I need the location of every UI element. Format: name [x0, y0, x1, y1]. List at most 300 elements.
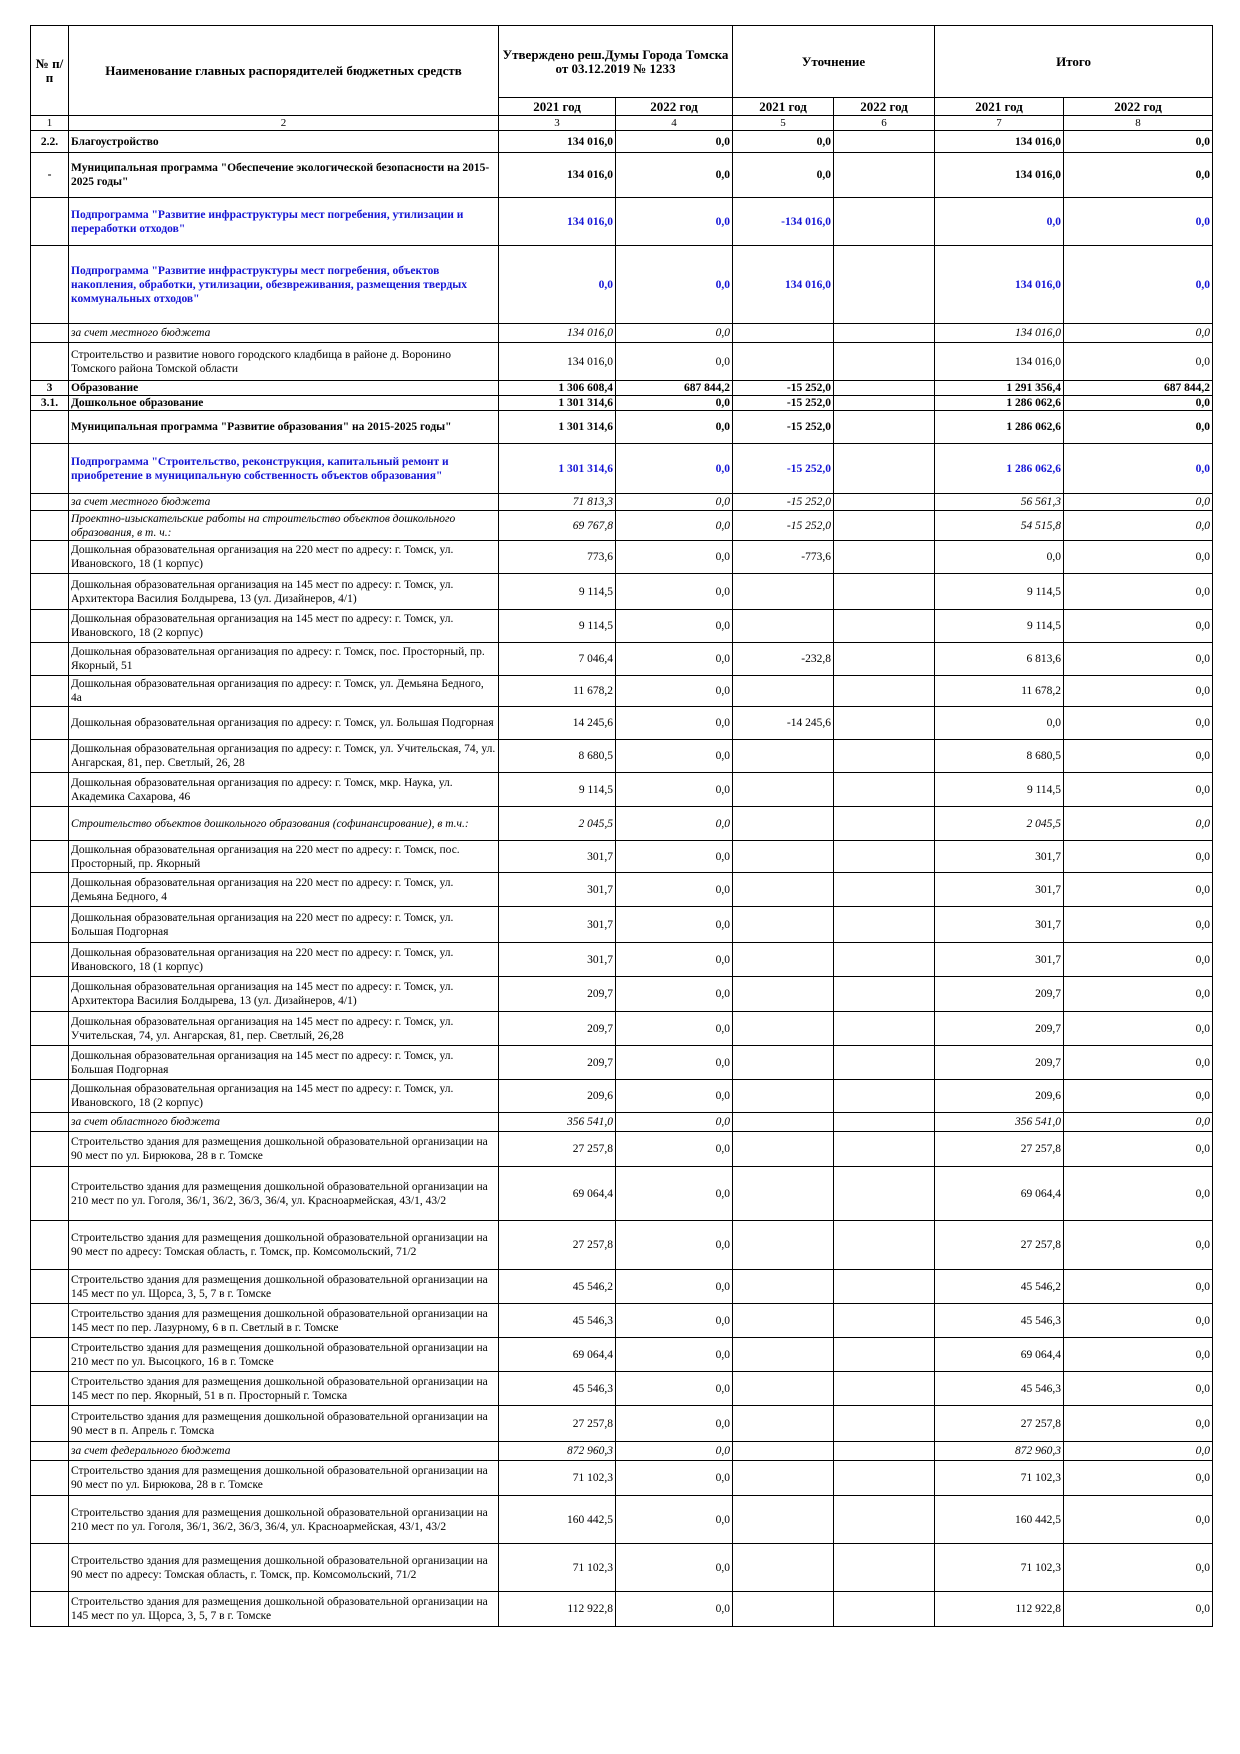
change-2022-cell	[834, 511, 935, 541]
change-2021-cell	[733, 943, 834, 977]
total-2022-cell: 0,0	[1064, 676, 1213, 707]
change-2021-cell	[733, 610, 834, 643]
total-2021-cell: 209,6	[935, 1080, 1064, 1113]
approved-2021-cell: 134 016,0	[499, 153, 616, 198]
change-2022-cell	[834, 707, 935, 740]
col-number: 8	[1064, 116, 1213, 131]
table-row	[31, 1304, 1213, 1338]
approved-2022-cell: 0,0	[616, 511, 733, 541]
change-2022-cell	[834, 1406, 935, 1442]
row-name: Дошкольная образовательная организация на 220 мест по адресу: г. Томск, ул. Большая Подгорная	[69, 907, 499, 943]
change-2021-cell	[733, 1406, 834, 1442]
change-2021-cell	[733, 773, 834, 807]
change-2022-cell	[834, 131, 935, 153]
table-row	[31, 676, 1213, 707]
change-2022-cell	[834, 411, 935, 444]
row-number	[31, 977, 69, 1012]
change-2022-cell	[834, 153, 935, 198]
total-2021-cell: 209,7	[935, 1046, 1064, 1080]
row-number	[31, 1496, 69, 1544]
row-number	[31, 740, 69, 773]
row-name: Строительство здания для размещения дошкольной образовательной организации на 210 мест по ул. Высоцкого, 16 в г. Томске	[69, 1338, 499, 1372]
table-row	[31, 943, 1213, 977]
row-name: Дошкольная образовательная организация на 220 мест по адресу: г. Томск, ул. Демьяна Бедного, 4	[69, 873, 499, 907]
total-2021-cell: 45 546,2	[935, 1270, 1064, 1304]
total-2022-cell: 0,0	[1064, 343, 1213, 381]
total-2021-cell: 54 515,8	[935, 511, 1064, 541]
total-2021-cell: 11 678,2	[935, 676, 1064, 707]
total-2021-cell: 6 813,6	[935, 643, 1064, 676]
budget-table	[30, 25, 1213, 1627]
row-name: Дошкольная образовательная организация по адресу: г. Томск, ул. Учительская, 74, ул. Ангарская, 81, пер. Светлый, 26, 28	[69, 740, 499, 773]
approved-2021-cell: 9 114,5	[499, 610, 616, 643]
total-2022-cell: 0,0	[1064, 807, 1213, 841]
change-2022-cell	[834, 1132, 935, 1167]
row-name: за счет областного бюджета	[69, 1113, 499, 1132]
approved-2021-cell: 301,7	[499, 873, 616, 907]
approved-2022-cell: 0,0	[616, 740, 733, 773]
total-2021-cell: 0,0	[935, 707, 1064, 740]
year-header: 2022 год	[616, 98, 733, 116]
approved-2021-cell: 14 245,6	[499, 707, 616, 740]
approved-2022-cell: 0,0	[616, 707, 733, 740]
approved-2021-cell: 1 306 608,4	[499, 381, 616, 396]
change-2021-cell: -15 252,0	[733, 494, 834, 511]
total-2021-cell: 1 286 062,6	[935, 444, 1064, 494]
row-number	[31, 494, 69, 511]
change-2022-cell	[834, 541, 935, 574]
change-2021-cell	[733, 977, 834, 1012]
change-2021-cell	[733, 1167, 834, 1221]
approved-2022-cell: 0,0	[616, 153, 733, 198]
total-2022-cell: 0,0	[1064, 1132, 1213, 1167]
change-2022-cell	[834, 1442, 935, 1461]
approved-2021-cell: 27 257,8	[499, 1132, 616, 1167]
change-2021-cell	[733, 1496, 834, 1544]
total-2021-cell: 301,7	[935, 907, 1064, 943]
table-row	[31, 707, 1213, 740]
approved-2021-cell: 2 045,5	[499, 807, 616, 841]
table-row	[31, 396, 1213, 411]
row-number	[31, 1080, 69, 1113]
approved-2021-cell: 11 678,2	[499, 676, 616, 707]
row-number	[31, 907, 69, 943]
approved-2021-cell: 69 064,4	[499, 1338, 616, 1372]
approved-2021-cell: 71 102,3	[499, 1544, 616, 1592]
row-name: Проектно-изыскательские работы на строительство объектов дошкольного образования, в т. ч.:	[69, 511, 499, 541]
row-name: Дошкольная образовательная организация на 145 мест по адресу: г. Томск, ул. Архитектора Василия Болдырева, 13 (ул. Дизайнеров, 4/1)	[69, 574, 499, 610]
approved-2022-cell: 0,0	[616, 1338, 733, 1372]
row-number	[31, 1338, 69, 1372]
approved-2022-cell: 0,0	[616, 444, 733, 494]
total-2021-cell: 134 016,0	[935, 343, 1064, 381]
change-2021-cell	[733, 1372, 834, 1406]
approved-2021-cell: 209,7	[499, 1046, 616, 1080]
total-2022-cell: 0,0	[1064, 411, 1213, 444]
approved-2022-cell: 0,0	[616, 807, 733, 841]
row-name: Дошкольная образовательная организация на 145 мест по адресу: г. Томск, ул. Ивановского, 18 (2 корпус)	[69, 1080, 499, 1113]
total-2022-cell: 0,0	[1064, 1046, 1213, 1080]
row-number	[31, 541, 69, 574]
approved-2022-cell: 0,0	[616, 841, 733, 873]
total-2022-cell: 0,0	[1064, 1113, 1213, 1132]
total-2021-cell: 56 561,3	[935, 494, 1064, 511]
row-number	[31, 1544, 69, 1592]
approved-2022-cell: 0,0	[616, 1496, 733, 1544]
change-2022-cell	[834, 907, 935, 943]
approved-2022-cell: 0,0	[616, 324, 733, 343]
approved-2022-cell: 0,0	[616, 1080, 733, 1113]
row-name: Подпрограмма "Строительство, реконструкция, капитальный ремонт и приобретение в муниципальную собственность объектов образования"	[69, 444, 499, 494]
total-2021-cell: 301,7	[935, 841, 1064, 873]
col-number: 7	[935, 116, 1064, 131]
row-name: за счет федерального бюджета	[69, 1442, 499, 1461]
approved-2021-cell: 45 546,3	[499, 1372, 616, 1406]
row-number	[31, 807, 69, 841]
total-2022-cell: 0,0	[1064, 1544, 1213, 1592]
table-row	[31, 1442, 1213, 1461]
approved-2021-cell: 209,7	[499, 1012, 616, 1046]
table-row	[31, 574, 1213, 610]
total-2022-cell: 0,0	[1064, 1372, 1213, 1406]
row-name: Строительство здания для размещения дошкольной образовательной организации на 210 мест по ул. Гоголя, 36/1, 36/2, 36/3, 36/4, ул. Красноармейская, 43/1, 43/2	[69, 1167, 499, 1221]
row-number	[31, 943, 69, 977]
row-number	[31, 1167, 69, 1221]
change-2022-cell	[834, 643, 935, 676]
total-2022-cell: 687 844,2	[1064, 381, 1213, 396]
total-2021-cell: 2 045,5	[935, 807, 1064, 841]
change-2022-cell	[834, 444, 935, 494]
change-2021-cell	[733, 1338, 834, 1372]
table-row	[31, 1221, 1213, 1270]
total-2021-cell: 134 016,0	[935, 131, 1064, 153]
table-row	[31, 198, 1213, 246]
change-2021-cell: -773,6	[733, 541, 834, 574]
total-2022-cell: 0,0	[1064, 707, 1213, 740]
change-2022-cell	[834, 1338, 935, 1372]
approved-2021-cell: 27 257,8	[499, 1221, 616, 1270]
table-row	[31, 541, 1213, 574]
approved-2022-cell: 0,0	[616, 1221, 733, 1270]
approved-2022-cell: 0,0	[616, 246, 733, 324]
row-number	[31, 1372, 69, 1406]
col-number: 1	[31, 116, 69, 131]
row-number	[31, 1304, 69, 1338]
row-name: Подпрограмма "Развитие инфраструктуры мест погребения, объектов накопления, обработки, утилизации, обезвреживания, размещения твердых коммунальных отходов"	[69, 246, 499, 324]
change-2021-cell	[733, 1442, 834, 1461]
row-number	[31, 1012, 69, 1046]
total-2022-cell: 0,0	[1064, 511, 1213, 541]
row-number	[31, 1442, 69, 1461]
total-2022-cell: 0,0	[1064, 131, 1213, 153]
total-2021-cell: 134 016,0	[935, 153, 1064, 198]
approved-2021-cell: 45 546,2	[499, 1270, 616, 1304]
approved-2021-cell: 7 046,4	[499, 643, 616, 676]
approved-2022-cell: 0,0	[616, 1046, 733, 1080]
approved-2022-cell: 0,0	[616, 396, 733, 411]
change-2021-cell: -14 245,6	[733, 707, 834, 740]
approved-2021-cell: 872 960,3	[499, 1442, 616, 1461]
col-no-header: № п/п	[31, 26, 69, 116]
table-row	[31, 1167, 1213, 1221]
table-row	[31, 907, 1213, 943]
total-2021-cell: 27 257,8	[935, 1406, 1064, 1442]
col-name-header: Наименование главных распорядителей бюджетных средств	[69, 26, 499, 116]
total-2021-cell: 1 286 062,6	[935, 411, 1064, 444]
total-2022-cell: 0,0	[1064, 643, 1213, 676]
total-2022-cell: 0,0	[1064, 396, 1213, 411]
change-2022-cell	[834, 610, 935, 643]
change-2022-cell	[834, 198, 935, 246]
change-2021-cell	[733, 1270, 834, 1304]
row-number	[31, 1592, 69, 1627]
approved-2021-cell: 71 102,3	[499, 1461, 616, 1496]
total-2022-cell: 0,0	[1064, 841, 1213, 873]
row-number: 2.2.	[31, 131, 69, 153]
year-header: 2022 год	[1064, 98, 1213, 116]
year-header: 2022 год	[834, 98, 935, 116]
row-name: Дошкольная образовательная организация на 220 мест по адресу: г. Томск, ул. Ивановского, 18 (1 корпус)	[69, 943, 499, 977]
change-2021-cell	[733, 1012, 834, 1046]
total-2021-cell: 71 102,3	[935, 1461, 1064, 1496]
approved-2021-cell: 69 064,4	[499, 1167, 616, 1221]
approved-2022-cell: 0,0	[616, 1406, 733, 1442]
change-2021-cell: 0,0	[733, 131, 834, 153]
row-number	[31, 841, 69, 873]
change-2021-cell	[733, 873, 834, 907]
year-header: 2021 год	[733, 98, 834, 116]
approved-2021-cell: 69 767,8	[499, 511, 616, 541]
row-number	[31, 324, 69, 343]
row-name: Муниципальная программа "Развитие образования" на 2015-2025 годы"	[69, 411, 499, 444]
change-2021-cell: -15 252,0	[733, 381, 834, 396]
row-number	[31, 246, 69, 324]
total-2022-cell: 0,0	[1064, 740, 1213, 773]
change-2022-cell	[834, 1372, 935, 1406]
approved-2021-cell: 301,7	[499, 943, 616, 977]
row-name: Строительство здания для размещения дошкольной образовательной организации на 145 мест по ул. Щорса, 3, 5, 7 в г. Томске	[69, 1592, 499, 1627]
total-2022-cell: 0,0	[1064, 541, 1213, 574]
row-number: 3.1.	[31, 396, 69, 411]
total-2022-cell: 0,0	[1064, 444, 1213, 494]
change-2021-cell	[733, 1461, 834, 1496]
table-row	[31, 1046, 1213, 1080]
approved-2022-cell: 0,0	[616, 1270, 733, 1304]
col-number: 5	[733, 116, 834, 131]
row-name: Строительство здания для размещения дошкольной образовательной организации на 210 мест по ул. Гоголя, 36/1, 36/2, 36/3, 36/4, ул. Красноармейская, 43/1, 43/2	[69, 1496, 499, 1544]
row-name: Дошкольная образовательная организация по адресу: г. Томск, ул. Большая Подгорная	[69, 707, 499, 740]
total-2021-cell: 71 102,3	[935, 1544, 1064, 1592]
table-row	[31, 1496, 1213, 1544]
year-header: 2021 год	[935, 98, 1064, 116]
row-number	[31, 1461, 69, 1496]
change-2021-cell: -232,8	[733, 643, 834, 676]
total-2022-cell: 0,0	[1064, 1080, 1213, 1113]
change-2022-cell	[834, 396, 935, 411]
row-name: Дошкольная образовательная организация по адресу: г. Томск, пос. Просторный, пр. Якорный, 51	[69, 643, 499, 676]
table-row	[31, 153, 1213, 198]
change-2022-cell	[834, 1496, 935, 1544]
row-name: Муниципальная программа "Обеспечение экологической безопасности на 2015-2025 годы"	[69, 153, 499, 198]
approved-2021-cell: 356 541,0	[499, 1113, 616, 1132]
table-row	[31, 610, 1213, 643]
change-2021-cell	[733, 1080, 834, 1113]
approved-2021-cell: 1 301 314,6	[499, 444, 616, 494]
total-2022-cell: 0,0	[1064, 494, 1213, 511]
col-number: 2	[69, 116, 499, 131]
row-name: за счет местного бюджета	[69, 324, 499, 343]
change-2022-cell	[834, 740, 935, 773]
change-2022-cell	[834, 873, 935, 907]
row-name: Дошкольное образование	[69, 396, 499, 411]
change-2022-cell	[834, 977, 935, 1012]
change-2022-cell	[834, 1046, 935, 1080]
approved-2022-cell: 0,0	[616, 873, 733, 907]
approved-2022-cell: 0,0	[616, 1592, 733, 1627]
table-row	[31, 1372, 1213, 1406]
table-row	[31, 1012, 1213, 1046]
total-2021-cell: 69 064,4	[935, 1167, 1064, 1221]
table-row	[31, 444, 1213, 494]
table-row	[31, 411, 1213, 444]
row-name: Благоустройство	[69, 131, 499, 153]
row-name: Образование	[69, 381, 499, 396]
approved-2021-cell: 209,7	[499, 977, 616, 1012]
total-2022-cell: 0,0	[1064, 1592, 1213, 1627]
change-2021-cell	[733, 324, 834, 343]
row-name: Дошкольная образовательная организация на 145 мест по адресу: г. Томск, ул. Ивановского, 18 (2 корпус)	[69, 610, 499, 643]
total-2021-cell: 27 257,8	[935, 1132, 1064, 1167]
approved-2022-cell: 0,0	[616, 1442, 733, 1461]
approved-2021-cell: 773,6	[499, 541, 616, 574]
approved-2021-cell: 45 546,3	[499, 1304, 616, 1338]
approved-2022-cell: 0,0	[616, 343, 733, 381]
row-name: Дошкольная образовательная организация на 220 мест по адресу: г. Томск, ул. Ивановского, 18 (1 корпус)	[69, 541, 499, 574]
approved-2022-cell: 0,0	[616, 643, 733, 676]
row-name: Дошкольная образовательная организация по адресу: г. Томск, ул. Демьяна Бедного, 4а	[69, 676, 499, 707]
total-2021-cell: 112 922,8	[935, 1592, 1064, 1627]
row-name: Дошкольная образовательная организация на 145 мест по адресу: г. Томск, ул. Большая Подгорная	[69, 1046, 499, 1080]
change-2022-cell	[834, 841, 935, 873]
table-row	[31, 773, 1213, 807]
row-name: Дошкольная образовательная организация по адресу: г. Томск, мкр. Наука, ул. Академика Сахарова, 46	[69, 773, 499, 807]
row-name: Дошкольная образовательная организация на 220 мест по адресу: г. Томск, пос. Просторный, пр. Якорный	[69, 841, 499, 873]
row-name: Дошкольная образовательная организация на 145 мест по адресу: г. Томск, ул. Архитектора Василия Болдырева, 13 (ул. Дизайнеров, 4/1)	[69, 977, 499, 1012]
change-2021-cell: -15 252,0	[733, 444, 834, 494]
row-name: Строительство и развитие нового городского кладбища в районе д. Воронино Томского района Томской области	[69, 343, 499, 381]
total-2022-cell: 0,0	[1064, 1442, 1213, 1461]
change-2021-cell	[733, 1221, 834, 1270]
row-number	[31, 610, 69, 643]
row-name: за счет местного бюджета	[69, 494, 499, 511]
change-2022-cell	[834, 381, 935, 396]
row-number	[31, 707, 69, 740]
total-2022-cell: 0,0	[1064, 1012, 1213, 1046]
total-2021-cell: 9 114,5	[935, 610, 1064, 643]
table-row	[31, 324, 1213, 343]
total-2021-cell: 134 016,0	[935, 246, 1064, 324]
total-2021-cell: 872 960,3	[935, 1442, 1064, 1461]
change-2021-cell	[733, 740, 834, 773]
change-2021-cell	[733, 907, 834, 943]
change-2022-cell	[834, 494, 935, 511]
total-2022-cell: 0,0	[1064, 1461, 1213, 1496]
row-number	[31, 1046, 69, 1080]
approved-2022-cell: 0,0	[616, 1012, 733, 1046]
col-total-header: Итого	[935, 26, 1213, 98]
approved-2021-cell: 27 257,8	[499, 1406, 616, 1442]
total-2021-cell: 9 114,5	[935, 574, 1064, 610]
change-2021-cell: -15 252,0	[733, 511, 834, 541]
change-2022-cell	[834, 246, 935, 324]
col-approved-header: Утверждено реш.Думы Города Томска от 03.12.2019 № 1233	[499, 26, 733, 98]
approved-2022-cell: 0,0	[616, 1113, 733, 1132]
total-2022-cell: 0,0	[1064, 977, 1213, 1012]
approved-2021-cell: 71 813,3	[499, 494, 616, 511]
row-number	[31, 511, 69, 541]
table-body	[31, 131, 1213, 1627]
total-2021-cell: 134 016,0	[935, 324, 1064, 343]
row-number	[31, 1113, 69, 1132]
approved-2021-cell: 112 922,8	[499, 1592, 616, 1627]
change-2022-cell	[834, 1221, 935, 1270]
approved-2022-cell: 0,0	[616, 494, 733, 511]
row-number	[31, 343, 69, 381]
total-2021-cell: 1 291 356,4	[935, 381, 1064, 396]
table-row	[31, 841, 1213, 873]
total-2022-cell: 0,0	[1064, 1406, 1213, 1442]
change-2022-cell	[834, 807, 935, 841]
row-number	[31, 873, 69, 907]
total-2021-cell: 301,7	[935, 873, 1064, 907]
approved-2022-cell: 0,0	[616, 411, 733, 444]
col-number: 6	[834, 116, 935, 131]
change-2022-cell	[834, 1544, 935, 1592]
row-name: Подпрограмма "Развитие инфраструктуры мест погребения, утилизации и переработки отходов"	[69, 198, 499, 246]
row-name: Строительство здания для размещения дошкольной образовательной организации на 145 мест по пер. Лазурному, 6 в п. Светлый в г. Томске	[69, 1304, 499, 1338]
approved-2022-cell: 0,0	[616, 574, 733, 610]
change-2021-cell	[733, 1113, 834, 1132]
table-row	[31, 131, 1213, 153]
row-number	[31, 676, 69, 707]
approved-2021-cell: 9 114,5	[499, 574, 616, 610]
change-2022-cell	[834, 324, 935, 343]
table-row	[31, 807, 1213, 841]
total-2022-cell: 0,0	[1064, 773, 1213, 807]
approved-2022-cell: 0,0	[616, 1544, 733, 1592]
change-2021-cell	[733, 1046, 834, 1080]
total-2021-cell: 69 064,4	[935, 1338, 1064, 1372]
approved-2021-cell: 8 680,5	[499, 740, 616, 773]
change-2022-cell	[834, 1113, 935, 1132]
table-row	[31, 511, 1213, 541]
total-2022-cell: 0,0	[1064, 1338, 1213, 1372]
row-name: Строительство здания для размещения дошкольной образовательной организации на 90 мест по ул. Бирюкова, 28 в г. Томске	[69, 1132, 499, 1167]
total-2022-cell: 0,0	[1064, 1496, 1213, 1544]
total-2021-cell: 9 114,5	[935, 773, 1064, 807]
approved-2022-cell: 0,0	[616, 1304, 733, 1338]
col-number: 3	[499, 116, 616, 131]
approved-2021-cell: 134 016,0	[499, 324, 616, 343]
row-name: Строительство здания для размещения дошкольной образовательной организации на 90 мест по ул. Бирюкова, 28 в г. Томске	[69, 1461, 499, 1496]
approved-2021-cell: 301,7	[499, 907, 616, 943]
change-2022-cell	[834, 1167, 935, 1221]
table-row	[31, 494, 1213, 511]
change-2022-cell	[834, 773, 935, 807]
row-name: Строительство здания для размещения дошкольной образовательной организации на 145 мест по пер. Якорный, 51 в п. Просторный г. Томска	[69, 1372, 499, 1406]
table-row	[31, 873, 1213, 907]
year-header: 2021 год	[499, 98, 616, 116]
